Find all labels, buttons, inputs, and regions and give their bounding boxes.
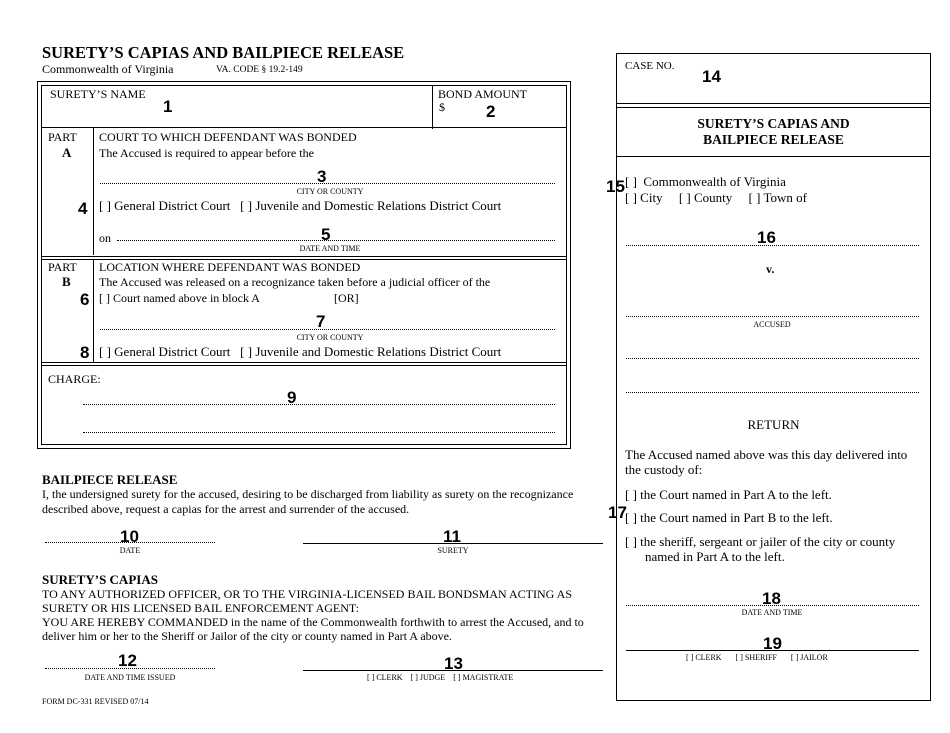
field-19-signature[interactable]: 19	[763, 634, 782, 653]
part-b-letter: B	[62, 274, 71, 289]
checkbox-return-c[interactable]: [ ]	[625, 534, 637, 549]
field-7-city-county[interactable]: 7	[316, 312, 326, 331]
return-heading: RETURN	[747, 417, 800, 432]
commonwealth-label: Commonwealth of Virginia	[643, 174, 786, 189]
checkbox-magistrate[interactable]: [ ]	[453, 673, 461, 682]
divider	[616, 107, 931, 108]
field-3-line	[100, 183, 555, 184]
checkbox-right-jailor[interactable]: [ ]	[790, 653, 799, 662]
return-option-b	[625, 510, 833, 526]
checkbox-court-named-a[interactable]: [ ]	[99, 291, 110, 305]
part-a-letter: A	[62, 145, 72, 160]
field-10-date[interactable]: 10	[120, 527, 139, 546]
field-13-line	[303, 670, 603, 671]
field-12-date-time-issued[interactable]: 12	[118, 651, 137, 670]
field-10-line	[45, 542, 215, 543]
field-11-line	[303, 543, 603, 544]
on-label: on	[99, 231, 111, 245]
field-18-date-time[interactable]: 18	[762, 589, 781, 608]
surety-caption: SURETY	[437, 546, 469, 555]
city-or-county-caption: CITY OR COUNTY	[296, 187, 364, 196]
divider-vertical	[432, 85, 433, 129]
field-16-line	[626, 245, 919, 246]
divider-vertical	[93, 128, 94, 255]
checkbox-gdc-a[interactable]: [ ]	[99, 198, 111, 213]
bond-amount-label: BOND AMOUNT	[438, 87, 528, 101]
field-11-surety[interactable]: 11	[443, 527, 461, 546]
divider	[41, 362, 567, 363]
date-and-time-caption: DATE AND TIME	[299, 244, 361, 253]
field-9-line-2	[83, 432, 555, 433]
charge-label: CHARGE:	[48, 372, 101, 386]
judge-label: JUDGE	[419, 673, 446, 682]
divider	[41, 365, 567, 366]
field-6-court-named[interactable]: 6	[80, 290, 90, 309]
part-a-text: The Accused is required to appear before the	[99, 146, 314, 160]
field-18-line	[626, 605, 919, 606]
field-14-case-no[interactable]: 14	[702, 67, 721, 86]
field-2-bond-amount[interactable]: 2	[486, 102, 496, 121]
checkbox-county[interactable]: [ ]	[678, 190, 691, 205]
checkbox-clerk[interactable]: [ ]	[367, 673, 375, 682]
field-4-court-type[interactable]: 4	[78, 199, 88, 218]
field-17-custody[interactable]: 17	[608, 503, 627, 522]
right-title-line-1: SURETY’S CAPIAS AND	[697, 116, 850, 131]
right-jailor-label: JAILOR	[800, 653, 828, 662]
signer-options	[367, 673, 513, 682]
right-sheriff-label: SHERIFF	[744, 653, 777, 662]
field-9-line	[83, 404, 555, 405]
part-b-option-a	[99, 291, 260, 306]
city-or-county-caption: CITY OR COUNTY	[296, 333, 364, 342]
checkbox-town[interactable]: [ ]	[748, 190, 761, 205]
dollar-sign: $	[439, 100, 445, 114]
field-9-charge[interactable]: 9	[287, 388, 297, 407]
checkbox-judge[interactable]: [ ]	[410, 673, 418, 682]
checkbox-right-clerk[interactable]: [ ]	[686, 653, 694, 662]
return-option-c-line-1: the sheriff, sergeant or jailer of the city or county	[640, 534, 896, 549]
capias-heading: SURETY’S CAPIAS	[42, 572, 158, 587]
locality-options	[625, 190, 807, 206]
divider	[41, 256, 567, 257]
field-3-city-county[interactable]: 3	[317, 167, 327, 186]
return-option-a-label: the Court named in Part A to the left.	[640, 487, 832, 502]
part-a-label: PART	[48, 130, 77, 144]
form-title: SURETY’S CAPIAS AND BAILPIECE RELEASE	[42, 43, 405, 62]
or-label: [OR]	[334, 291, 359, 305]
return-option-b-label: the Court named in Part B to the left.	[640, 510, 833, 525]
jdr-label-a: Juvenile and Domestic Relations District Court	[255, 198, 502, 213]
field-16-locality-name[interactable]: 16	[757, 228, 776, 247]
right-title-line-2: BAILPIECE RELEASE	[703, 132, 844, 147]
date-and-time-caption: DATE AND TIME	[741, 608, 803, 617]
field-8-court-type[interactable]: 8	[80, 343, 90, 362]
magistrate-label: MAGISTRATE	[462, 673, 514, 682]
va-code: VA. CODE § 19.2-149	[216, 65, 303, 75]
right-clerk-label: CLERK	[695, 653, 722, 662]
gdc-label-a: General District Court	[114, 198, 231, 213]
checkbox-return-b[interactable]: [ ]	[625, 510, 637, 525]
town-of-label: Town of	[763, 190, 807, 205]
checkbox-gdc-b[interactable]: [ ]	[99, 344, 111, 359]
commonwealth-label: Commonwealth of Virginia	[42, 62, 174, 76]
capias-text-1: TO ANY AUTHORIZED OFFICER, OR TO THE VIRGINIA-LICENSED BAIL BONDSMAN ACTING AS SURETY OR HIS LICENSED BAIL ENFORCEMENT AGENT:	[42, 587, 573, 615]
checkbox-return-a[interactable]: [ ]	[625, 487, 637, 502]
field-12-line	[45, 668, 215, 669]
field-19-line	[626, 650, 919, 651]
part-b-text: The Accused was released on a recognizance taken before a judicial officer of the	[99, 275, 491, 289]
return-option-c-line-2: named in Part A to the left.	[645, 549, 785, 564]
officer-options	[686, 653, 828, 662]
clerk-label: CLERK	[376, 673, 403, 682]
case-no-label: CASE NO.	[625, 60, 675, 72]
accused-caption: ACCUSED	[753, 320, 791, 329]
part-a-court-options	[99, 198, 501, 214]
court-named-a-label: Court named above in block A	[113, 291, 260, 305]
form-number: FORM DC-331 REVISED 07/14	[42, 697, 149, 706]
part-a-heading: COURT TO WHICH DEFENDANT WAS BONDED	[99, 130, 357, 144]
divider-vertical	[93, 259, 94, 362]
accused-line-2	[626, 358, 919, 359]
return-option-a	[625, 487, 832, 503]
county-label: County	[694, 190, 733, 205]
field-13-signature[interactable]: 13	[444, 654, 463, 673]
commonwealth-option: [ ] Commonwealth of Virginia	[625, 174, 786, 189]
part-b-court-options	[99, 344, 501, 360]
right-title	[616, 116, 931, 148]
checkbox-city[interactable]: [ ]	[625, 190, 637, 205]
date-caption: DATE	[119, 546, 141, 555]
capias-text-2: YOU ARE HEREBY COMMANDED in the name of the Commonwealth forthwith to arrest the Accused, and to deliver him or her to the Sheriff or Jailor of the city or county named in Part A above.	[42, 615, 584, 643]
field-5-line	[117, 240, 555, 241]
bailpiece-heading: BAILPIECE RELEASE	[42, 472, 178, 487]
sureties-name-label: SURETY’S NAME	[50, 87, 146, 101]
part-b-label: PART	[48, 260, 77, 274]
return-option-c	[625, 534, 895, 564]
checkbox-jdr-a[interactable]: [ ]	[240, 198, 253, 213]
versus-label: v.	[766, 262, 775, 276]
divider	[616, 156, 931, 157]
jdr-label-b: Juvenile and Domestic Relations District Court	[255, 344, 502, 359]
divider	[616, 103, 931, 104]
city-label: City	[640, 190, 663, 205]
return-text: The Accused named above was this day delivered into the custody of:	[625, 447, 908, 477]
accused-line	[626, 316, 919, 317]
field-7-line	[100, 329, 555, 330]
checkbox-right-sheriff[interactable]: [ ]	[735, 653, 743, 662]
part-b-heading: LOCATION WHERE DEFENDANT WAS BONDED	[99, 260, 361, 274]
checkbox-jdr-b[interactable]: [ ]	[240, 344, 253, 359]
field-5-date-time[interactable]: 5	[321, 225, 331, 244]
field-1-surety-name[interactable]: 1	[163, 97, 173, 116]
gdc-label-b: General District Court	[114, 344, 231, 359]
field-15-jurisdiction[interactable]: 15	[606, 177, 625, 196]
date-time-issued-caption: DATE AND TIME ISSUED	[84, 673, 176, 682]
divider	[41, 127, 567, 128]
bailpiece-text: I, the undersigned surety for the accused, desiring to be discharged from liability as surety on the recognizance described above, request a capias for the arrest and surrender of the accused.	[42, 487, 574, 516]
accused-line-3	[626, 392, 919, 393]
